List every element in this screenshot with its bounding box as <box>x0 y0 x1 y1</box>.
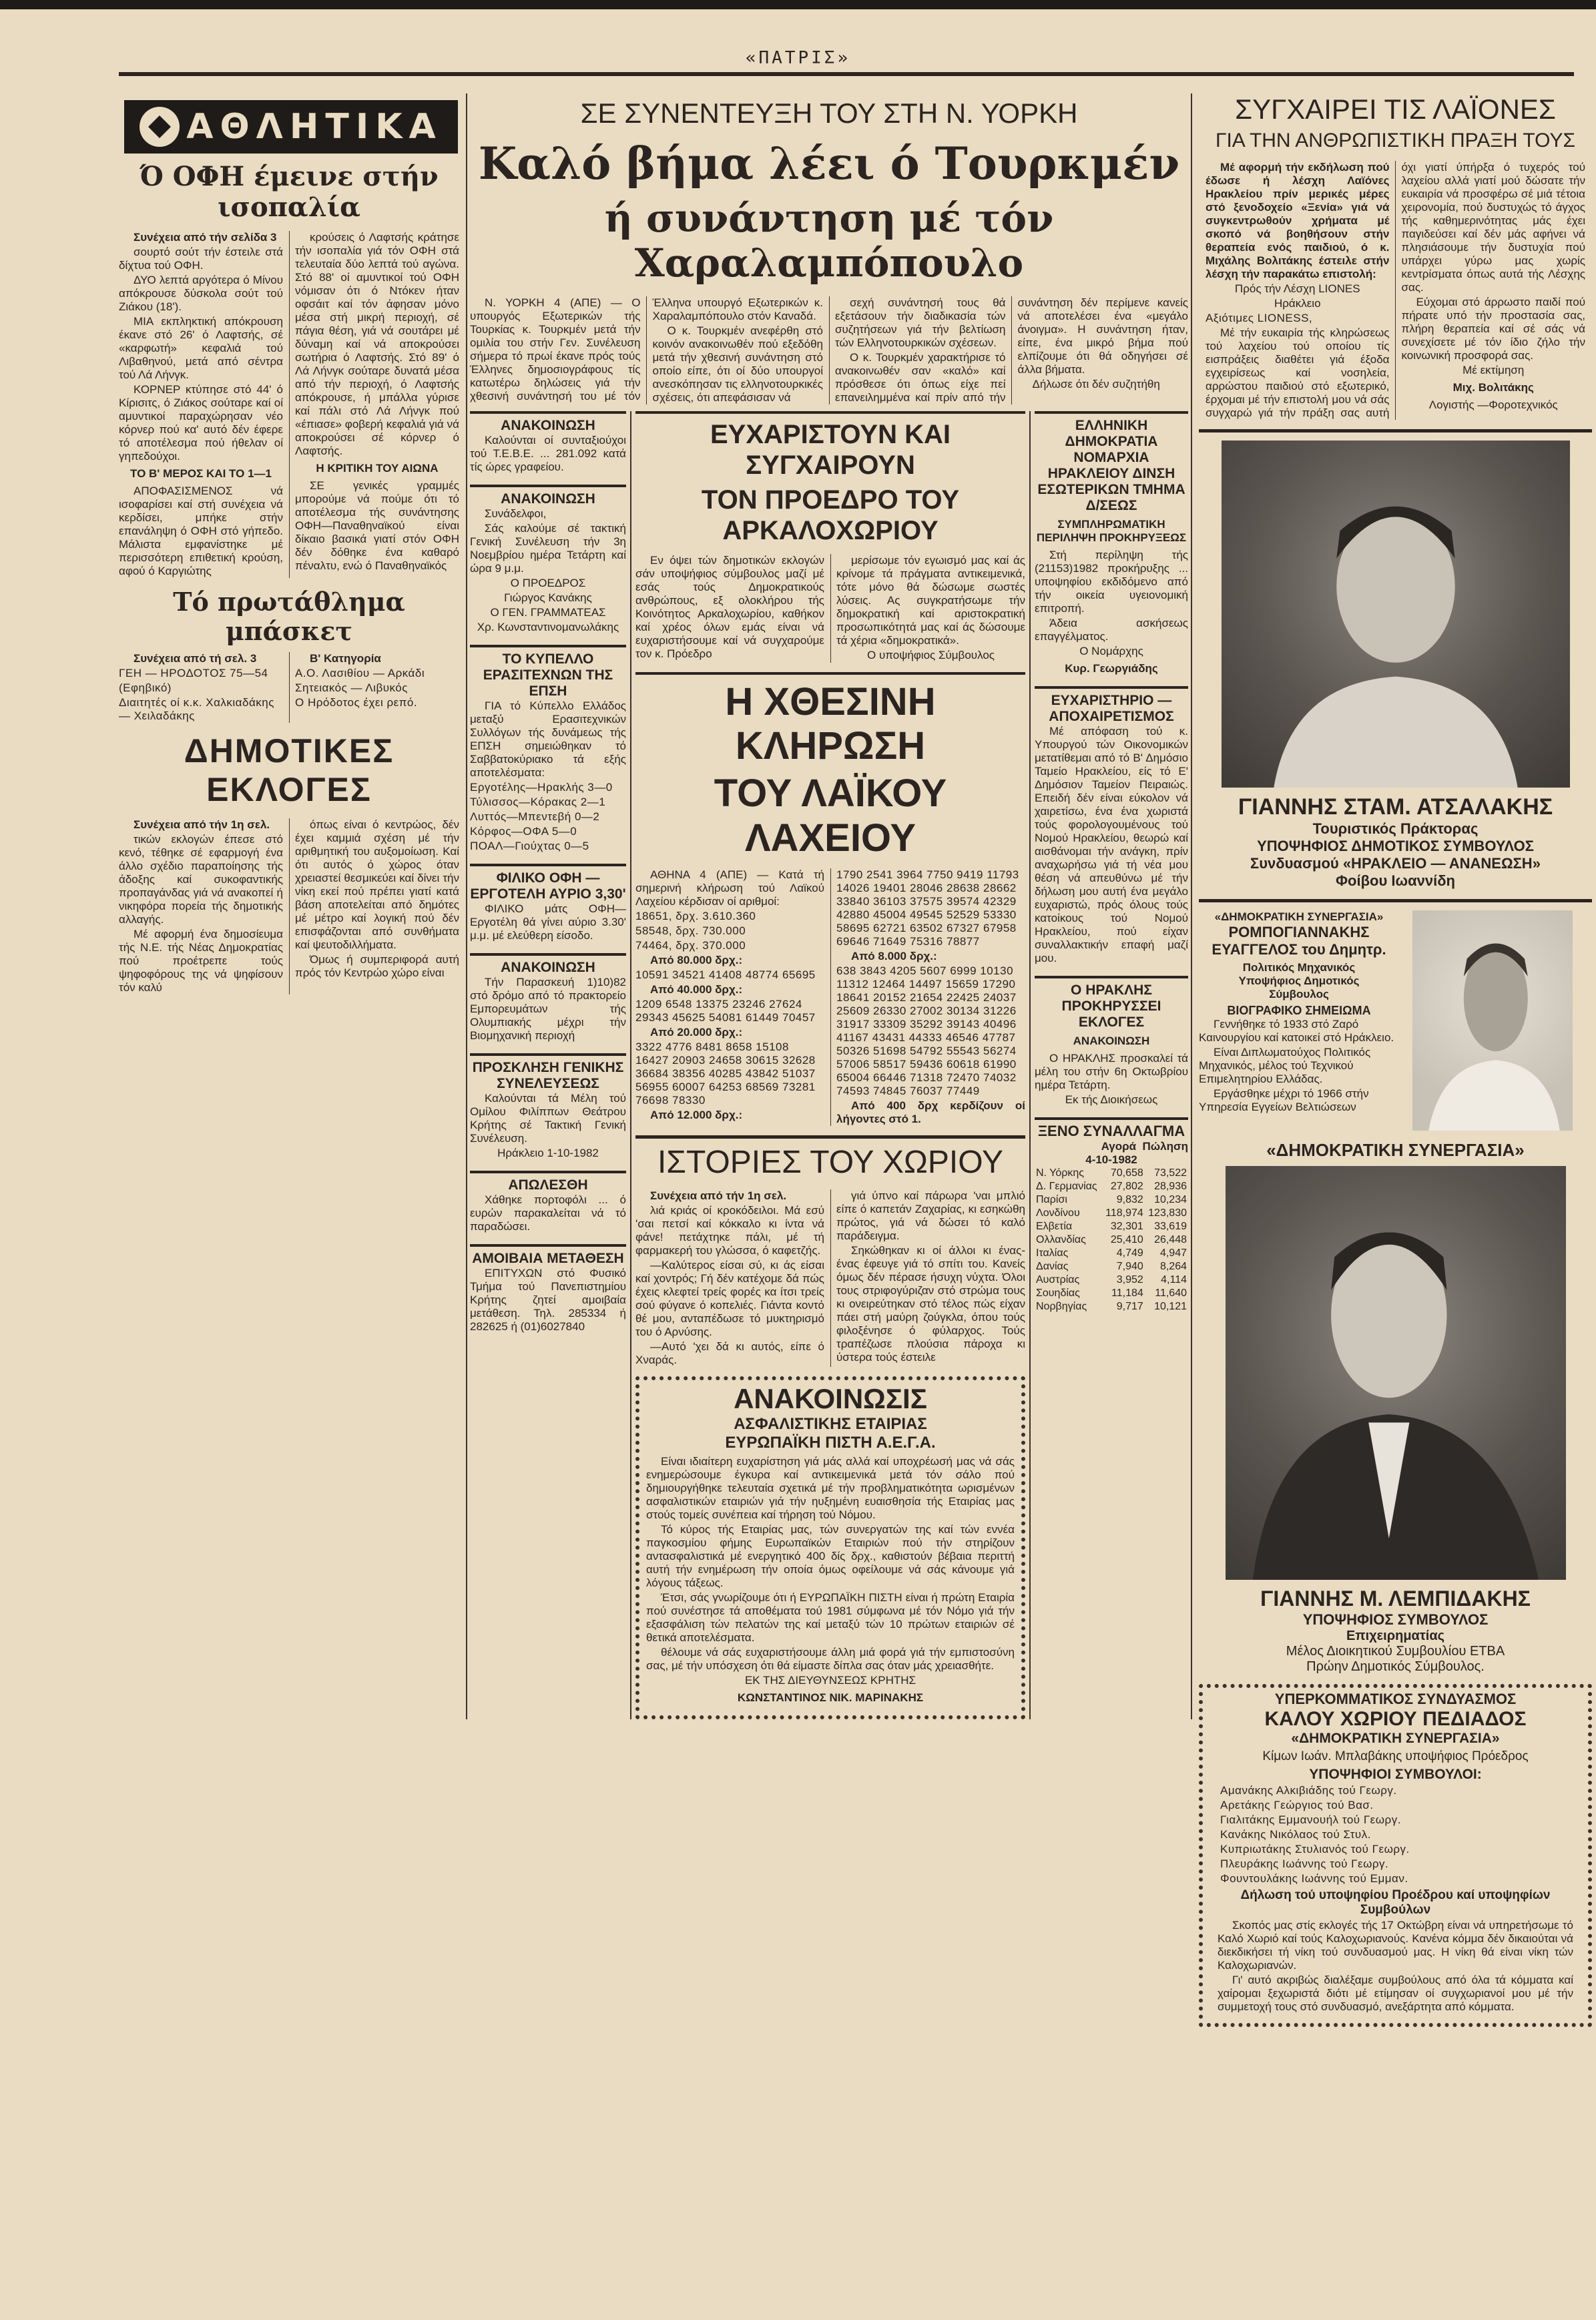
notice-item <box>470 645 626 853</box>
paragraph: Εργάσθηκε μέχρι τό 1966 στήν Υπηρεσία Εγγείων Βελτιώσεων <box>1199 1087 1369 1113</box>
arkalochori-article-body <box>635 554 1025 663</box>
atsalakis-role: ΥΠΟΨΗΦΙΟΣ ΔΗΜΟΤΙΚΟΣ ΣΥΜΒΟΥΛΟΣ <box>1257 837 1534 854</box>
paragraph: ΕΚ ΤΗΣ ΔΙΕΥΘΥΝΣΕΩΣ ΚΡΗΤΗΣ <box>744 1673 916 1687</box>
paragraph: (Εφηβικό) <box>119 681 172 695</box>
fx-date: 4-10-1982 <box>1085 1153 1137 1166</box>
paragraph: ΑΠΟΦΑΣΙΣΜΕΝΟΣ νά ισοφαρίσει καί στή συνέχεια νά κερδίσει, μπήκε στήν επανάληψη ό ΟΦΗ στό γήπεδο. Μάλιστα εμφανίστηκε μέ περισσότερη επιθετική κρούση, αφού ό Καργιώτης <box>119 485 283 577</box>
lottery-headline-1: Η ΧΘΕΣΙΝΗ ΚΛΗΡΩΣΗ <box>725 679 936 768</box>
paragraph: 58548, δρχ. 730.000 <box>635 924 746 938</box>
paragraph: Ο κ. Τουρκμέν χαρακτήρισε τό ανακοινωθέν σαν «καλό» καί πρόσθεσε ότι όπως είχε πεί επανειλημμένα καί πρίν από τήν συνάντηση δέν περίμενε κανείς νά αποτελέσει ένα «μεγάλο άνοιγμα». Η συνάντηση ήταν, είπε, ένα μικρό βήμα πού ελπίζουμε ότι θά οδηγήσει σέ άλλα βήματα. <box>835 296 1188 404</box>
turkmen-headline-2: ή συνάντηση μέ τόν Χαραλαμπόπουλο <box>604 196 1054 286</box>
right-column <box>1192 93 1592 2027</box>
paragraph: Είναι Διπλωματούχος Πολιτικός Μηχανικός, μέλος τού Τεχνικού Επιμελητηρίου Ελλάδας. <box>1199 1045 1371 1085</box>
atsalakis-party: Συνδυασμού «ΗΡΑΚΛΕΙΟ — ΑΝΑΝΕΩΣΗ» <box>1250 854 1541 872</box>
paragraph: Συνέχεια από τή σελ. 3 <box>134 652 257 665</box>
paragraph: Α.Ο. Λασιθίου — Αρκάδι <box>295 667 425 680</box>
kalo-chorio-councillors <box>1212 1783 1579 1888</box>
insurance-subtitle-1: ΑΣΦΑΛΙΣΤΙΚΗΣ ΕΤΑΙΡΙΑΣ <box>734 1414 927 1433</box>
fx-buy: 32,301 <box>1110 1220 1143 1232</box>
fx-buy: 25,410 <box>1110 1233 1143 1245</box>
lions-letter-body <box>1199 161 1592 420</box>
atsalakis-caption <box>1199 794 1592 890</box>
fx-row <box>1035 1273 1188 1287</box>
insurance-title: ΑΝΑΚΟΙΝΩΣΙΣ <box>734 1382 927 1414</box>
paragraph: Ν. ΥΟΡΚΗ 4 (ΑΠΕ) — Ο υπουργός Εξωτερικών τής Τουρκίας κ. Τουρκμέν μετά τήν ομιλία του στήν Γεν. Συνέλευση σήμερα τό πρωί έκανε πρός τούς Έλληνες δημοσιογράφους τίς κατωτέρω δηλώσεις γιά τήν χθεσινή συνάντησή του μέ τόν Έλληνα υπουργό Εξωτερικών κ. Χαραλαμπόπουλο στόν Καναδά. <box>470 296 823 402</box>
fx-row <box>1035 1287 1188 1300</box>
paragraph: Άδεια ασκήσεως επαγγέλματος. <box>1035 616 1188 643</box>
notice-item <box>470 1171 626 1233</box>
paragraph: Ηράκλειο <box>1274 296 1321 310</box>
paragraph: Σητειακός — Λιβυκός <box>295 681 408 695</box>
notice-title: ΦΙΛΙΚΟ ΟΦΗ — ΕΡΓΟΤΕΛΗ ΑΥΡΙΟ 3,30' <box>470 870 626 902</box>
paragraph: Ηράκλειο 1-10-1982 <box>497 1146 599 1159</box>
paragraph: Σηκώθηκαν κι οί άλλοι κι ένας-ένας έφευγε γιά τό σπίτι του. Κανείς όμως δέν πέρασε ήσυχη νύχτα. Όλοι τους στριφογύριζαν στό στρώμα τους κι ονειρεύτηκαν στό τέλος πώς είχαν πάει στή μαύρη ζούγκλα, όπου τούς φιλοξένησε ό φύλαρχος. Τούς τραπέζωσε πλούσια πάροχα κι ύστερα τούς έστειλε <box>836 1243 1025 1364</box>
paragraph: Από 20.000 δρχ.: <box>650 1026 743 1039</box>
subheading: Κυρ. Γεωργιάδης <box>1065 661 1158 675</box>
notice-body <box>470 1092 626 1160</box>
paragraph: Ο υποψήφιος Σύμβουλος <box>867 648 995 661</box>
paragraph: μερίσωμε τόν εγωισμό μας καί άς κρίνομε τά πράγματα αντικειμενικά, τότε μόνο θά δώσωμε σωστές λύσεις. Ας συγκρατήσωμε τήν δημοκρατική καί αριστοκρατική προσωπικότητά μας καί άς δώσουμε τά χέρια «δημοκρατικά». <box>836 553 1025 647</box>
subheading: ΤΟ Β' ΜΕΡΟΣ ΚΑΙ ΤΟ 1—1 <box>130 467 272 480</box>
fx-sell: 4,114 <box>1161 1273 1187 1285</box>
center-column <box>466 93 1192 1719</box>
fx-buy: 3,952 <box>1116 1273 1143 1285</box>
paragraph: Γι' αυτό ακριβώς διαλέξαμε συμβούλους από όλα τά κόμματα καί χαίρομαι ξεχωριστά διότι μέ ετίμησαν οί συγχωριανοί μου μέ τήν συμμετοχή τους στό συνδυασμό, ανεξάρτητα από κόμματα. <box>1218 1973 1573 2013</box>
paragraph: Πρός τήν Λέσχη LIONES <box>1234 282 1360 295</box>
notice-body <box>470 1193 626 1233</box>
narrow-right-column <box>1031 411 1188 1314</box>
fx-rates-block <box>1035 1117 1188 1314</box>
fx-row <box>1035 1300 1188 1314</box>
paragraph: Εκ τής Διοικήσεως <box>1065 1093 1158 1106</box>
paragraph: ΣΕ γενικές γραμμές μπορούμε νά πούμε ότι τό αποτέλεσμα τής συνάντησης ΟΦΗ—Παναθηναϊκού είναι δίκαιο βασικά γιατί στόν ΟΦΗ δέν δόθηκε ένα καθαρό πέναλτυ, ενώ ό Παναθηναϊκός <box>295 479 459 572</box>
rompogiannakis-name-2: ΕΥΑΓΓΕΛΟΣ του Δημητρ. <box>1212 940 1386 958</box>
paragraph: Γιαλιτάκης Εμμανουήλ τού Γεωργ. <box>1220 1813 1401 1826</box>
paragraph: ΚΟΡΝΕΡ κτύπησε στό 44' ό Κίρισιτς, ό Ζιάκος σούταρε καί οί αμυντικοί παραχώρησαν νέο κόρνερ πού κα' αυτό δέν έφερε τό αποτέλεσμα πού ήθελαν οί γηπεδούχοι. <box>119 383 283 463</box>
lempidakis-profession: Επιχειρηματίας <box>1346 1628 1445 1643</box>
kalo-chorio-title: ΚΑΛΟΥ ΧΩΡΙΟΥ ΠΕΔΙΑΔΟΣ <box>1264 1707 1527 1730</box>
notice-item <box>470 411 626 474</box>
paragraph: θέλουμε νά σάς ευχαριστήσουμε άλλη μιά φορά γιά τήν εμπιστοσύνη σας, μέ τήν υπόσχεση ότι θά είμαστε δίπλα σας όταν μάς χρειασθήτε. <box>646 1645 1015 1672</box>
insurance-subtitle-2: ΕΥΡΩΠΑΪΚΗ ΠΙΣΤΗ Α.Ε.Γ.Α. <box>725 1433 936 1452</box>
fx-sell: 11,640 <box>1155 1287 1187 1299</box>
paragraph: Συνέχεια από τήν σελίδα 3 <box>134 231 277 244</box>
elections-headline: ΔΗΜΟΤΙΚΕΣ ΕΚΛΟΓΕΣ <box>184 732 394 808</box>
section-rule <box>470 645 626 647</box>
rompogiannakis-name-1: ΡΟΜΠΟΓΙΑΝΝΑΚΗΣ <box>1228 923 1370 940</box>
masthead-rule <box>119 72 1574 76</box>
notice-title: ΤΟ ΚΥΠΕΛΛΟ ΕΡΑΣΙΤΕΧΝΩΝ ΤΗΣ ΕΠΣΗ <box>483 651 613 699</box>
atsalakis-leader: Φοίβου Ιωαννίδη <box>1336 872 1455 889</box>
paragraph: Διαιτητές οί κ.κ. Χαλκιαδάκης — Χειλαδάκης <box>119 696 274 723</box>
lions-subheadline: ΓΙΑ ΤΗΝ ΑΝΘΡΩΠΙΣΤΙΚΗ ΠΡΑΞΗ ΤΟΥΣ <box>1215 129 1576 152</box>
paragraph: Ο κ. Τουρκμέν ανεφέρθη στό κοινόν ανακοινωθέν πού εξεδόθη μετά τήν χθεσινή συνάντηση στό οποίο είπε, ότι οί δύο υπουργοί ανεσκόπησαν τις ελληνοτουρκικές σχέσεις, ότι απεφάσισαν νά <box>652 324 823 404</box>
paragraph: Αμανάκης Αλκιβιάδης τού Γεωργ. <box>1220 1783 1397 1797</box>
paragraph: Λογιστής —Φοροτεχνικός <box>1428 398 1558 411</box>
sports-headline: Ό ΟΦΗ έμεινε στήν ισοπαλία <box>140 161 439 223</box>
insurance-announcement-box <box>635 1376 1025 1719</box>
paragraph: Καλούνται οί συνταξιούχοι τού Τ.Ε.Β.Ε. ... 281.092 κατά τίς ώρες γραφείου. <box>470 433 626 473</box>
paragraph: 1790 2541 3964 7750 9419 11793 14026 19401 28046 28638 28662 33840 36103 37575 39574 42329 42880 45004 49545 52529 53330 58695 62721 63502 67327 67958 69646 71649 75316 78877 <box>836 868 1019 948</box>
paragraph: Τό κύρος τής Εταιρίας μας, τών συνεργατών της καί τών εννέα παγκοσμίου φήμης Ευρωπαϊκών Εταιριών πού τήν στηρίζουν αντασφαλιστικά μέ ενεργητικό 400 δίς δρχ., καθιστούν βέβαια περιττή αυτή τήν ενημέρωση τήν οποία όμως οφείλουμε νά σάς κάνουμε γιά λόγους τάξεως. <box>646 1522 1015 1589</box>
paragraph: ΕΠΙΤΥΧΩΝ στό Φυσικό Τμήμα τού Πανεπιστημίου Κρήτης ζητεί αμοιβαία μετάθεση. Τηλ. 285334 ή 282625 ή (01)6027840 <box>470 1266 626 1333</box>
paragraph: 74464, δρχ. 370.000 <box>635 939 746 952</box>
kalo-chorio-councillors-title: ΥΠΟΨΗΦΙΟΙ ΣΥΜΒΟΥΛΟΙ: <box>1309 1766 1482 1782</box>
paragraph: Χάθηκε πορτοφόλι ... ό ευρών παρακαλείται νά τό παραδώσει. <box>470 1193 626 1233</box>
notice-title: Ο ΗΡΑΚΛΗΣ ΠΡΟΚΗΡΥΣΣΕΙ ΕΚΛΟΓΕΣ <box>1061 982 1161 1030</box>
paragraph: γιά ύπνο καί πάρωρα 'ναι μπλιό είπε ό καπετάν Ζαχαρίας, κι εσηκώθη πρώτος, γιά νά δώσει τό καλό παράδειγμα. <box>836 1189 1025 1242</box>
kalo-chorio-statement <box>1212 1918 1579 2016</box>
section-rule <box>470 1053 626 1056</box>
paragraph: Μέ αφορμή τήν εκδήλωση πού έδωσε ή λέσχη Λαϊόνες Ηρακλείου πρίν μερικές μέρες στό ξενοδοχείο «Ξενία» γιά νά συγκεντρωθούν χρήματα μέ σκοπό νά βοηθήσουν στήν θεραπεία ενός παιδιού, ό κ. Μιχάλης Βολιτάκης έστειλε στήν λέσχη τήν παρακάτω επιστολή: <box>1206 160 1390 280</box>
paragraph: λιά κριάς οί κροκόδειλοι. Μά εσύ 'σαι πετσί καί κόκκαλο κι ίντα νά φάνε! πετάχτηκε πάλι, μέ τή φαρμακερή του γλώσσα, ό καφετζής. <box>635 1203 824 1257</box>
turkmen-headline-1: Καλό βήμα λέει ό Τουρκμέν <box>478 137 1180 190</box>
rompogiannakis-heading <box>1199 910 1399 1115</box>
notice-item <box>470 864 626 942</box>
subheading: ΚΩΝΣΤΑΝΤΙΝΟΣ ΝΙΚ. ΜΑΡΙΝΑΚΗΣ <box>737 1691 924 1704</box>
narrow-left-column <box>470 411 630 1344</box>
section-rule <box>470 1244 626 1247</box>
paragraph: όπως είναι ό κεντρώος, δέν έχει καμμιά σχέση μέ τήν αριθμητική του αυξομοίωση. Καί ότι αυτός ό χώρος όταν χρειαστεί θεσμικεύει καί δίνει τήν νίκη εκεί πού πρέπει γιατί κατά βάση αποτελείται από δημότες μέ μέτρο καί λογική πού δέν επισφάζονται από συνθήματα καί ψευτοδιλλήματα. <box>295 818 459 952</box>
paragraph: Δήλωσε ότι δέν συζητήθη <box>1032 377 1160 390</box>
notice-title: ΑΝΑΚΟΙΝΩΣΗ <box>501 491 595 507</box>
rompogiannakis-role-2: Σύμβουλος <box>1269 987 1329 1000</box>
fx-buy: 7,940 <box>1116 1260 1143 1272</box>
fx-buy: 11,184 <box>1111 1287 1143 1299</box>
fx-name: Ολλανδίας <box>1036 1233 1086 1245</box>
notice-item <box>470 1053 626 1160</box>
paragraph: Από 12.000 δρχ.: <box>650 1109 743 1122</box>
fx-sell: 33,619 <box>1154 1220 1187 1232</box>
paragraph: 10591 34521 41408 48774 65695 <box>635 968 816 982</box>
arkalochori-headline-2: ΤΟΝ ΠΡΟΕΔΡΟ ΤΟΥ ΑΡΚΑΛΟΧΩΡΙΟΥ <box>701 485 960 545</box>
notice-body <box>470 902 626 942</box>
section-rule <box>1035 686 1188 689</box>
rompogiannakis-profession: Πολιτικός Μηχανικός <box>1242 960 1356 974</box>
fx-col-sell: Πώληση <box>1142 1139 1188 1153</box>
paragraph: 1209 6548 13375 23246 27624 29343 45625 54081 61449 70457 <box>635 998 816 1025</box>
sports-section-logo <box>124 100 458 154</box>
candidate-photo-rompogiannakis <box>1412 910 1573 1131</box>
fx-buy: 70,658 <box>1110 1167 1143 1179</box>
paragraph: Αρετάκης Γεώργιος τού Βασ. <box>1220 1798 1374 1811</box>
paragraph: Μέ τήν ευκαιρία τής κληρώσεως τού λαχείου τού οποίου τίς εισπράξεις διαθέτει γιά έξοδα εγχειρίσεως καί νοσηλεία, αρρώστου παιδιού στό εξωτερικό, έρχομαι μέ τήν επιστολή μου νά σάς συγχαρώ γιά τήν πράξη σας αυτή όχι γιατί ύπήρξα ό τυχερός τού λαχείου αλλά γιατί μού δώσατε τήν ευκαιρία νά προσφέρω σέ μιά τέτοια χειρονομία, πού δυστυχώς τό άγχος τής καθημερινότητας μάς έχει παγιδεύσει καί δέν μάς αφήνει νά πλησιάσουμε τήν δυστυχία πού υπάρχει γύρω μας χωρίς κεντρίσματα όπως αυτά τής Λέσχης σας. <box>1206 160 1585 419</box>
notice-body <box>470 434 626 474</box>
fx-row <box>1035 1207 1188 1220</box>
fx-name: Ιταλίας <box>1036 1247 1069 1259</box>
paragraph: Σάς καλούμε σέ τακτική Γενική Συνέλευση τήν 3η Νοεμβρίου ημέρα Τετάρτη καί ώρα 9 μ.μ. <box>470 521 626 575</box>
paragraph: 18651, δρχ. 3.610.360 <box>635 910 756 923</box>
fx-row <box>1035 1233 1188 1247</box>
paragraph: Γεννήθηκε τό 1933 στό Ζαρό Καινουργίου καί κατοικεί στό Ηράκλειο. <box>1199 1017 1394 1044</box>
section-rule <box>1035 976 1188 978</box>
lottery-headline-2: ΤΟΥ ΛΑΪΚΟΥ ΛΑΧΕΙΟΥ <box>714 771 947 860</box>
village-headline: ΙΣΤΟΡΙΕΣ ΤΟΥ ΧΩΡΙΟΥ <box>657 1145 1004 1181</box>
fx-col-buy: Αγορά <box>1101 1139 1137 1153</box>
fx-buy: 27,802 <box>1110 1180 1143 1192</box>
fx-row <box>1035 1220 1188 1233</box>
rompogiannakis-bio <box>1199 1018 1399 1114</box>
fx-row <box>1035 1193 1188 1207</box>
fx-row <box>1035 1260 1188 1273</box>
paragraph: Φουντουλάκης Ιωάννης τού Εμμαν. <box>1220 1871 1408 1885</box>
fx-sell: 10,121 <box>1154 1300 1187 1312</box>
candidate-photo-lempidakis <box>1226 1166 1566 1580</box>
notice-title: ΑΝΑΚΟΙΝΩΣΗ <box>501 959 595 975</box>
paragraph: Συνέχεια από τήν 1η σελ. <box>134 818 270 832</box>
fx-name: Ν. Υόρκης <box>1036 1167 1084 1179</box>
notice-body <box>470 699 626 853</box>
paragraph: ΓΙΑ τό Κύπελλο Ελλάδος μεταξύ Ερασιτεχνικών Συλλόγων τής δυνάμεως τής ΕΠΣΗ σημειώθηκαν τό Σαββατοκύριακο τά εξής αποτελέσματα: <box>470 699 626 779</box>
notice-title: ΑΠΩΛΕΣΘΗ <box>508 1177 588 1193</box>
paragraph: Συνάδελφοι, <box>485 507 547 520</box>
fx-name: Νορβηγίας <box>1036 1300 1087 1312</box>
kalo-chorio-party: «ΔΗΜΟΚΡΑΤΙΚΗ ΣΥΝΕΡΓΑΣΙΑ» <box>1291 1730 1500 1746</box>
notice-item <box>470 1244 626 1334</box>
paragraph: ΑΘΗΝΑ 4 (ΑΠΕ) — Κατά τή σημερινή κλήρωση τού Λαϊκού Λαχείου κέρδισαν οί αριθμοί: <box>635 868 824 908</box>
sports-logo-text: ΑΘΛΗΤΙΚΑ <box>186 107 443 147</box>
kalo-chorio-kicker: ΥΠΕΡΚΟΜΜΑΤΙΚΟΣ ΣΥΝΔΥΑΣΜΟΣ <box>1274 1690 1517 1707</box>
paragraph: Χρ. Κωνσταντινομανωλάκης <box>477 620 619 633</box>
kalo-chorio-statement-title: Δήλωση τού υποψηφίου Προέδρου καί υποψηφίων Συμβούλων <box>1240 1888 1551 1917</box>
section-rule <box>1199 899 1592 902</box>
paragraph: Κόρφος—ΟΦΑ 5—0 <box>470 824 577 838</box>
fx-table <box>1035 1167 1188 1314</box>
lempidakis-line-2: Πρώην Δημοτικός Σύμβουλος. <box>1306 1659 1485 1674</box>
paragraph: Γιώργος Κανάκης <box>504 591 592 604</box>
notice-title: ΕΛΛΗΝΙΚΗ ΔΗΜΟΚΡΑΤΙΑ ΝΟΜΑΡΧΙΑ ΗΡΑΚΛΕΙΟΥ ΔΙΝΣΗ ΕΣΩΤΕΡΙΚΩΝ ΤΜΗΜΑ Δ/ΣΕΩΣ <box>1037 417 1185 513</box>
paragraph: —Αυτό 'χει δά κι αυτός, είπε ό Χναράς. <box>635 1340 824 1366</box>
paragraph: Ο ΠΡΟΕΔΡΟΣ <box>510 576 586 589</box>
paragraph: ΓΕΗ — ΗΡΟΔΟΤΟΣ 75—54 <box>119 667 268 680</box>
middle-column <box>630 411 1031 1719</box>
paragraph: Λυττός—Μπεντεβή 0—2 <box>470 810 600 823</box>
sports-column <box>119 93 466 994</box>
fx-sell: 4,947 <box>1159 1247 1187 1259</box>
fx-row <box>1035 1247 1188 1260</box>
paragraph: Β' Κατηγορία <box>310 652 381 665</box>
section-rule <box>635 672 1025 675</box>
paragraph: ΜΙΑ εκπληκτική απόκρουση έκανε στό 26' ό Λαφτσής, σέ «καρφωτή» κεφαλιά τού Λιβαθηνού, μετά από σέντρα τού Λά Λήνγκ. <box>119 315 283 381</box>
sports-article-body <box>119 231 459 578</box>
fx-sell: 8,264 <box>1159 1260 1187 1272</box>
paragraph: Από 400 δρχ κερδίζουν οί λήγοντες στό 1. <box>836 1099 1025 1126</box>
paragraph: 638 3843 4205 5607 6999 10130 11312 12464 14497 15659 17290 18641 20152 21654 22425 24037 25609 26330 27002 30134 31226 31917 33309 35292 39143 40496 41167 43431 44333 46546 47787 50326 51698 54792 55543 56274 57006 58517 59436 60618 61990 65004 66446 71318 72470 74032 74593 74845 76037 77449 <box>836 964 1017 1098</box>
section-rule <box>1035 1117 1188 1120</box>
notice-item <box>1035 686 1188 965</box>
paragraph: Αξιότιμες LIONESS, <box>1206 311 1313 324</box>
paragraph: Συνέχεια από τήν 1η σελ. <box>650 1189 787 1202</box>
basket-article-body <box>119 652 459 723</box>
section-rule <box>635 411 1025 414</box>
narrow-right-notices <box>1035 411 1188 1107</box>
fx-name: Σουηδίας <box>1036 1287 1080 1299</box>
section-rule <box>470 864 626 866</box>
section-rule <box>1199 429 1592 432</box>
paragraph: Ο ΓΕΝ. ΓΡΑΜΜΑΤΕΑΣ <box>490 605 606 619</box>
newspaper-masthead: «ΠΑΤΡΙΣ» <box>745 48 851 68</box>
paragraph: Πλευράκης Ιωάννης τού Γεωργ. <box>1220 1857 1389 1870</box>
fx-name: Δ. Γερμανίας <box>1036 1180 1097 1192</box>
notice-item <box>1035 411 1188 675</box>
fx-sell: 26,448 <box>1154 1233 1187 1245</box>
paragraph: Μέ εκτίμηση <box>1462 363 1525 376</box>
paragraph: Ο Νομάρχης <box>1079 644 1143 657</box>
paragraph: τικών εκλογών έπεσε στό κενό, τέθηκε σέ εφαρμογή ένα άλλο σχέδιο παραποίησης τής άδοξης καί συκοφαντικής προπαγάνδας γιά νά ανακοπεί ή νικηφόρα πορεία τής δημοτικής αλλαγής. <box>119 833 283 926</box>
turkmen-article-body <box>470 296 1188 404</box>
lempidakis-caption <box>1199 1586 1592 1675</box>
lions-headline: ΣΥΓΧΑΙΡΕΙ ΤΙΣ ΛΑΪΟΝΕΣ <box>1235 93 1556 125</box>
notice-body <box>1035 1035 1188 1107</box>
kalo-chorio-president: Κίμων Ιωάν. Μπλαβάκης υποψήφιος Πρόεδρος <box>1262 1749 1529 1763</box>
fx-buy: 9,717 <box>1116 1300 1143 1312</box>
notice-body <box>1035 725 1188 965</box>
fx-row <box>1035 1180 1188 1193</box>
fx-sell: 10,234 <box>1154 1193 1187 1205</box>
paragraph: Τύλισσος—Κόρακας 2—1 <box>470 795 606 808</box>
notice-title: ΑΜΟΙΒΑΙΑ ΜΕΤΑΘΕΣΗ <box>472 1250 624 1266</box>
lempidakis-name: ΓΙΑΝΝΗΣ Μ. ΛΕΜΠΙΔΑΚΗΣ <box>1260 1586 1531 1611</box>
paragraph: Ο ΗΡΑΚΛΗΣ προσκαλεί τά μέλη του στήν 6η Οκτωβρίου ημέρα Τετάρτη. <box>1035 1051 1188 1091</box>
arkalochori-headline-1: ΕΥΧΑΡΙΣΤΟΥΝ ΚΑΙ ΣΥΓΧΑΙΡΟΥΝ <box>710 419 951 480</box>
notice-title: ΠΡΟΣΚΛΗΣΗ ΓΕΝΙΚΗΣ ΣΥΝΕΛΕΥΣΕΩΣ <box>472 1059 624 1091</box>
section-rule <box>1035 411 1188 414</box>
paragraph: Από 40.000 δρχ.: <box>650 983 743 996</box>
paragraph: Κυπριωτάκης Στυλιανός τού Γεωργ. <box>1220 1842 1410 1855</box>
paragraph: ΔΥΟ λεπτά αργότερα ό Μίνου απόκρουσε δύσκολα σούτ τού Ζιάκου (18'). <box>119 274 283 313</box>
subheading: ΣΥΜΠΛΗΡΩΜΑΤΙΚΗ ΠΕΡΙΛΗΨΗ ΠΡΟΚΗΡΥΞΕΩΣ <box>1036 517 1187 544</box>
fx-sell: 123,830 <box>1148 1207 1187 1219</box>
notice-title: ΕΥΧΑΡΙΣΤΗΡΙΟ — ΑΠΟΧΑΙΡΕΤΙΣΜΟΣ <box>1049 692 1174 724</box>
center-inner-columns <box>470 411 1188 1719</box>
paragraph: ΠΟΑΛ—Γιούχτας 0—5 <box>470 839 589 852</box>
fx-buy: 4,749 <box>1116 1247 1143 1259</box>
turkmen-kicker: ΣΕ ΣΥΝΕΝΤΕΥΞΗ ΤΟΥ ΣΤΗ Ν. ΥΟΡΚΗ <box>580 97 1078 129</box>
notice-item <box>1035 976 1188 1107</box>
paragraph: —Καλύτερος είσαι σύ, κι άς είσαι καί χοντρός; Γή δέν κατέχομε δά πώς έχεις κλεφτεί τρείς φορές κα ίτσι τρείς σού φύγανε ό κοπελιές. Γιάντα κοντό θέ μου, ανταπέδωσε τό μυκτηρισμό του ό Αρνύσης. <box>635 1258 824 1338</box>
fx-sell: 28,936 <box>1154 1180 1187 1192</box>
fx-header <box>1035 1140 1188 1153</box>
fx-name: Αυστρίας <box>1036 1273 1080 1285</box>
paragraph: 3322 4776 8481 8658 15108 16427 20903 24658 30615 32628 36684 38356 40285 43842 51037 56955 60007 64253 68569 73281 76698 78330 <box>635 1041 816 1107</box>
paragraph: Έτσι, σάς γνωρίζουμε ότι ή ΕΥΡΩΠΑΪΚΗ ΠΙΣΤΗ είναι ή πρώτη Εταιρία πού συνέστησε τά αποθέματα τού 1981 σύμφωνα μέ τόν Νόμο γιά τήν εξασφάλιση τών πελατών της καί μεταξύ τών 10 πρώτων εταιριών σέ θετικά αποτελέσματα. <box>646 1590 1015 1644</box>
notice-body <box>470 976 626 1043</box>
subheading: ΑΝΑΚΟΙΝΩΣΗ <box>1073 1034 1150 1047</box>
paragraph: Τήν Παρασκευή 1)10)82 στό δρόμο από τό πρακτορείο Εμπορευμάτων τής Ολυμπιακής μέχρι τήν Βιομηχανική περιοχή <box>470 975 626 1042</box>
basket-headline: Τό πρωτάθλημα μπάσκετ <box>173 587 405 646</box>
lottery-results-body <box>635 868 1025 1126</box>
kalo-chorio-box <box>1199 1684 1592 2027</box>
insurance-body <box>646 1452 1015 1705</box>
fx-sell: 73,522 <box>1154 1167 1187 1179</box>
paragraph: Από 8.000 δρχ.: <box>851 950 937 963</box>
fx-title: ΞΕΝΟ ΣΥΝΑΛΛΑΓΜΑ <box>1037 1122 1185 1139</box>
paragraph: σουρτό σούτ τήν έστειλε στά δίχτυα τού ΟΦΗ. <box>119 246 283 272</box>
atsalakis-profession: Τουριστικός Πράκτορας <box>1312 820 1479 837</box>
fx-name: Λονδίνου <box>1036 1207 1080 1219</box>
rompogiannakis-bio-title: ΒΙΟΓΡΑΦΙΚΟ ΣΗΜΕΙΩΜΑ <box>1227 1003 1371 1017</box>
paragraph: Εν όψει τών δημοτικών εκλογών σάν υποψήφιος σύμβουλος μαζί μέ εσάς τούς Δημοκρατικούς ανθρώπους, εξ ολοκλήρου τής Κοινότητος Αρκαλοχωρίου, καθήκον καί χρέος όλων εμάς είναι νά ευχαριστήσουμε καί νά συγχαρούμε τον κ. Πρόεδρο <box>635 553 824 660</box>
notice-item <box>470 485 626 634</box>
paragraph: ΦΙΛΙΚΟ μάτς ΟΦΗ—Εργοτέλη θά γίνει αύριο 3.30' μ.μ. μέ ελεύθερη είσοδο. <box>470 902 626 942</box>
fx-name: Παρίσι <box>1036 1193 1067 1205</box>
fx-name: Ελβετία <box>1036 1220 1073 1232</box>
paragraph: Είναι ιδιαίτερη ευχαρίστηση γιά μάς αλλά καί υποχρέωσή μας νά σάς ενημερώσουμε έγκυρα καί αντικειμενικά μετά τόν σάλο πού δημιουργήθηκε τελευταία σχετικά μέ τήν προβληματικότητα ωρισμένων ασφαλιστικών εταιριών γιά τήν ηυξημένη ευαισθησία τής Εταιρίας μας στούς τομείς συνέπεια καί τήρηση τού Νόμου. <box>646 1454 1015 1521</box>
paragraph: Σκοπός μας στίς εκλογές τής 17 Οκτώβρη είναι νά υπηρετήσωμε τό Καλό Χωριό καί τούς Καλοχωριανούς. Κανένα κόμμα δέν δικαιούται νά διεκδικήσει τή νίκη τού συνδυασμού μας. Η νίκη θά είναι νίκη τών Καλοχωριανών. <box>1218 1918 1573 1972</box>
section-rule <box>470 1171 626 1173</box>
paragraph: Εύχομαι στό άρρωστο παιδί πού πήρατε υπό τήν προστασία σας, πλήρη θεραπεία καί σέ σάς νά συνεχίσετε μέ τόν ίδιο ζήλο τήν κοινωνική προσφορά σας. <box>1401 295 1585 362</box>
notice-title: ΑΝΑΚΟΙΝΩΣΗ <box>501 417 595 433</box>
paragraph: Στή περίληψη τής (21153)1982 προκήρυξης ... υποψηφίου εκδιδόμενο από τήν οικεία υγειονομική επιτροπή. <box>1035 548 1188 615</box>
paragraph: Από 80.000 δρχ.: <box>650 954 743 967</box>
section-rule <box>470 411 626 414</box>
fx-name: Δανίας <box>1036 1260 1069 1272</box>
elections-article-body <box>119 818 459 994</box>
rompogiannakis-party: «ΔΗΜΟΚΡΑΤΙΚΗ ΣΥΝΕΡΓΑΣΙΑ» <box>1214 910 1384 923</box>
section-rule <box>470 953 626 956</box>
atsalakis-name: ΓΙΑΝΝΗΣ ΣΤΑΜ. ΑΤΣΑΛΑΚΗΣ <box>1238 794 1553 820</box>
subheading: Η ΚΡΙΤΙΚΗ ΤΟΥ ΑΙΩΝΑ <box>316 462 439 475</box>
section-rule <box>470 485 626 487</box>
rompogiannakis-role-1: Υποψήφιος Δημοτικός <box>1238 974 1360 987</box>
lempidakis-role: ΥΠΟΨΗΦΙΟΣ ΣΥΜΒΟΥΛΟΣ <box>1302 1611 1489 1628</box>
paragraph: Κανάκης Νικόλαος τού Στυλ. <box>1220 1827 1371 1841</box>
notice-item <box>470 953 626 1043</box>
paragraph: κρούσεις ό Λαφτσής κράτησε τήν ισοπαλία γιά τόν ΟΦΗ στά τελευταία δύο λεπτά τού αγώνα. Στό 88' οί αμυντικοί τού ΟΦΗ νόμισαν ότι ό Ντόκεν ήταν οφσάιτ καί τόν άφησαν μόνο μέσα στή μικρή περιοχή, σέ πάγια θέση, γιά νά σουτάρει μέ δύναμη καί νά αποκρούσει σωτήρια ό Λαφτσής. Στό 89' ό Λά Λήνγκ σούταρε δυνατά μέσα από τήν περιοχή, ό Λαφτσής απόκρουσε, ή μπάλλα γύρισε καί πάλι στό Λά Λήνγκ πού «έπιασε» φοβερή κεφαλιά γιά νά αποκρούσει σέ κόρνερ ό Λαφτσής. <box>295 231 459 457</box>
paragraph: Ο Ηρόδοτος έχει ρεπό. <box>295 696 418 709</box>
rompogiannakis-block <box>1199 910 1592 1131</box>
village-article-body <box>635 1189 1025 1367</box>
paragraph: Καλούνται τά Μέλη τού Ομίλου Φιλίππων Θεάτρου Κρήτης σέ Τακτική Γενική Συνέλευση. <box>470 1091 626 1145</box>
turkmen-headline-block <box>470 97 1188 286</box>
fx-buy: 118,974 <box>1105 1207 1143 1219</box>
subheading: Μιχ. Βολιτάκης <box>1452 380 1534 394</box>
section-rule <box>635 1135 1025 1139</box>
notice-body <box>1035 518 1188 675</box>
lempidakis-line-1: Μέλος Διοικητικού Συμβουλίου ΕΤΒΑ <box>1286 1643 1505 1659</box>
fx-buy: 9,832 <box>1116 1193 1143 1205</box>
paragraph: Όμως ή συμπεριφορά αυτή πρός τόν Κεντρώο χώρο είναι <box>295 953 459 980</box>
candidate-photo-atsalakis <box>1222 441 1570 788</box>
paragraph: σεχή συνάντησή τους θά εξετάσουν τήν διαδικασία τών συζητήσεων γιά τήν βελτίωση τών Ελληνοτουρκικών σχέσεων. <box>835 296 1006 349</box>
paragraph: Εργοτέλης—Ηρακλής 3—0 <box>470 780 613 794</box>
lempidakis-party: «ΔΗΜΟΚΡΑΤΙΚΗ ΣΥΝΕΡΓΑΣΙΑ» <box>1266 1139 1525 1160</box>
notice-body <box>470 507 626 634</box>
paragraph: Μέ αφορμή ένα δημοσίευμα τής Ν.Ε. τής Νέας Δημοκρατίας πού προέτρεπε τούς ψηφοφόρους της νά ψηφίσουν τόν καλύ <box>119 928 283 994</box>
paragraph: Μέ απόφαση τού κ. Υπουργού τών Οικονομικών μετατίθεμαι από τό Β' Δημόσιο Ταμείο Ηρακλείου, είς τό Ε' Δημόσιον Ταμείον Πειραιώς. Επειδή δέν είναι εύκολον νά χαιρετίσω, ένα ένα χωριστά τούς φορολογουμένους τού Νομού Ηρακλείου, θεωρώ καί αισθάνομαι τήν ανάγκη, πρίν αναχωρήσω γιά τή νέα μου θέση νά απευθύνω μέ τήν δήλωση μου αυτή ένα μεγάλο ευχαριστώ, πρός όλους τούς κατοίκους τού Νομού Ηρακλείου, πού είχαν συναλλακτικήν επαφή μαζί μου. <box>1035 724 1188 964</box>
notice-body <box>470 1267 626 1334</box>
football-icon <box>140 107 180 147</box>
page-top-edge <box>0 0 1596 9</box>
fx-row <box>1035 1167 1188 1180</box>
